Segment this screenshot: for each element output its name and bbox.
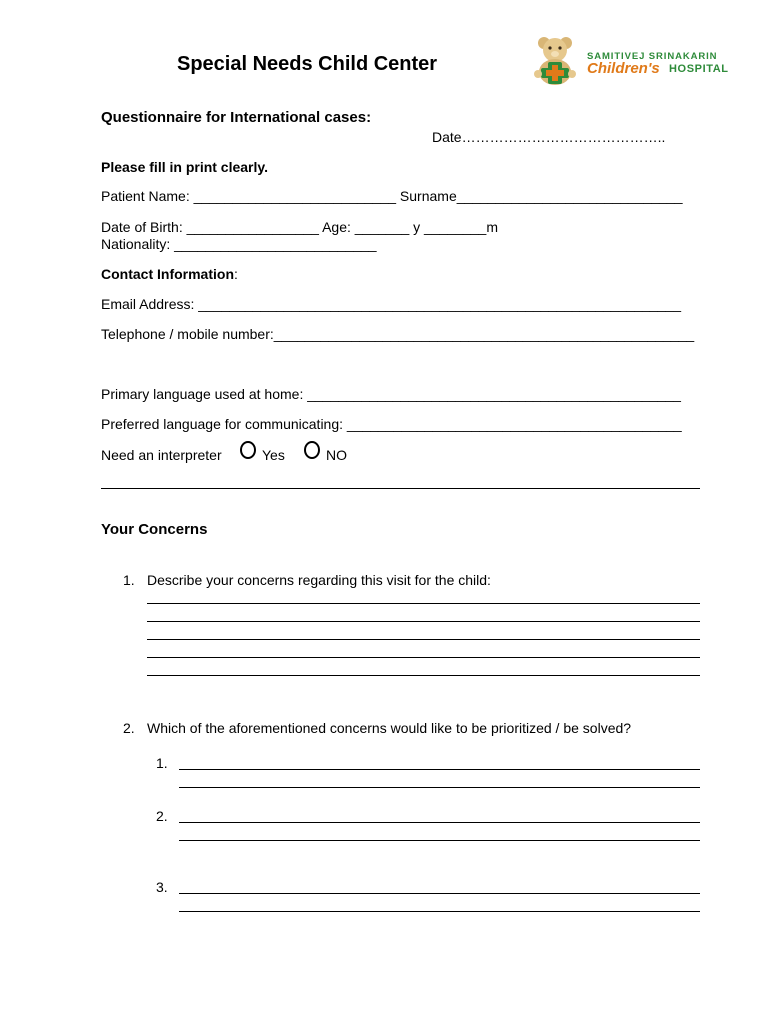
logo-hospital-text: HOSPITAL xyxy=(669,63,729,75)
primary-language-field[interactable]: Primary language used at home: ________________________________________________ xyxy=(101,386,681,402)
interpreter-yes-radio[interactable] xyxy=(240,441,256,459)
patient-name-field[interactable]: Patient Name: __________________________ Surname_____________________________ xyxy=(101,188,683,204)
concerns-heading: Your Concerns xyxy=(101,521,208,538)
question-1-text: Describe your concerns regarding this visit for the child: xyxy=(147,572,491,588)
section-divider xyxy=(101,488,700,489)
interpreter-label: Need an interpreter xyxy=(101,447,222,463)
priority-3-line[interactable] xyxy=(179,893,700,894)
question-1-number: 1. xyxy=(123,572,135,588)
answer-line[interactable] xyxy=(147,639,700,640)
preferred-language-field[interactable]: Preferred language for communicating: ___________________________________________ xyxy=(101,416,682,432)
answer-line[interactable] xyxy=(147,621,700,622)
priority-2-number: 2. xyxy=(156,808,168,824)
contact-information-label xyxy=(101,266,238,282)
interpreter-no-radio[interactable] xyxy=(304,441,320,459)
logo-children-text: Children's xyxy=(587,60,660,77)
contact-information-colon: : xyxy=(234,266,238,282)
date-field[interactable]: Date…………………………………….. xyxy=(432,129,666,145)
priority-1-line[interactable] xyxy=(179,769,700,770)
instruction-text: Please fill in print clearly. xyxy=(101,159,269,175)
teddy-bear-medical-cross-icon xyxy=(532,34,584,86)
contact-information-heading: Contact Information xyxy=(101,266,234,282)
questionnaire-title: Questionnaire for International cases: xyxy=(101,109,372,126)
nationality-field[interactable]: Nationality: __________________________ xyxy=(101,236,377,252)
answer-line[interactable] xyxy=(147,603,700,604)
answer-line[interactable] xyxy=(147,657,700,658)
priority-1-line[interactable] xyxy=(179,787,700,788)
question-2-text: Which of the aforementioned concerns would like to be prioritized / be solved? xyxy=(147,720,632,736)
telephone-field[interactable]: Telephone / mobile number:______________________________________________________ xyxy=(101,326,695,342)
question-2-number: 2. xyxy=(123,720,135,736)
logo-top-text: SAMITIVEJ SRINAKARIN xyxy=(587,51,718,62)
hospital-logo xyxy=(532,34,744,86)
date-of-birth-age-field[interactable]: Date of Birth: _________________ Age: _______ y ________m xyxy=(101,219,498,235)
email-field[interactable]: Email Address: ______________________________________________________________ xyxy=(101,296,682,312)
priority-1-number: 1. xyxy=(156,755,168,771)
interpreter-yes-label: Yes xyxy=(262,447,285,463)
priority-3-line[interactable] xyxy=(179,911,700,912)
answer-line[interactable] xyxy=(147,675,700,676)
page-title: Special Needs Child Center xyxy=(177,53,438,75)
interpreter-no-label: NO xyxy=(326,447,347,463)
priority-2-line[interactable] xyxy=(179,840,700,841)
priority-3-number: 3. xyxy=(156,879,168,895)
priority-2-line[interactable] xyxy=(179,822,700,823)
